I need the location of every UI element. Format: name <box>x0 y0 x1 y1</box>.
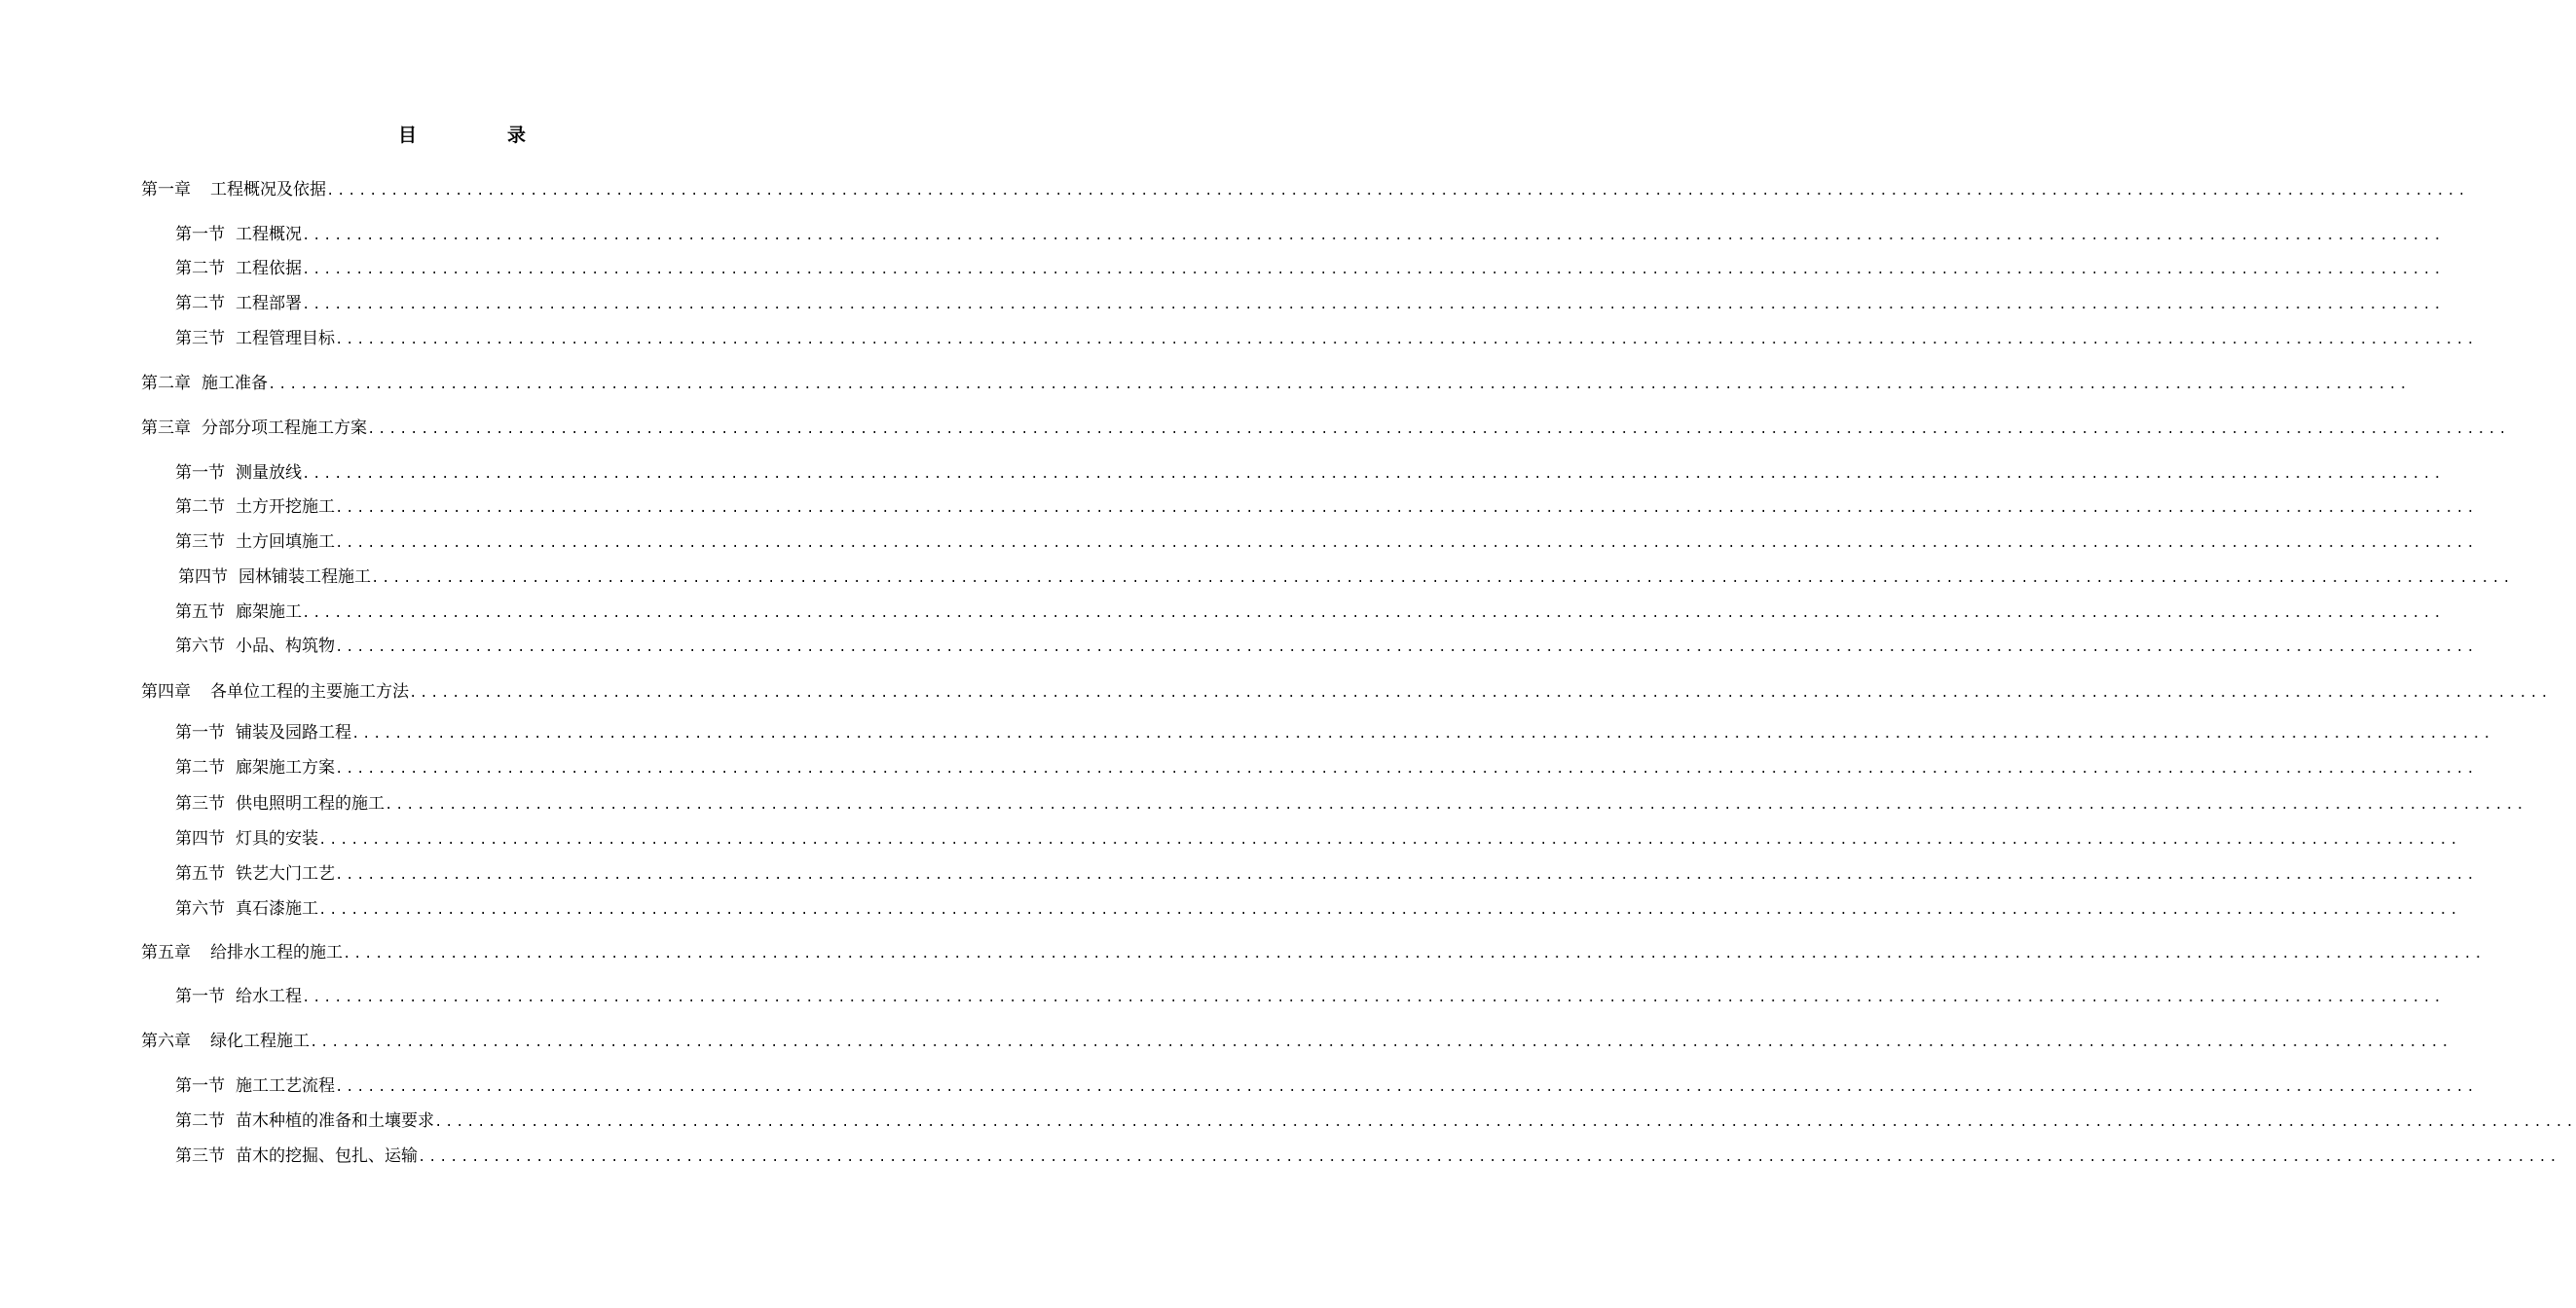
toc-chapter-entry[interactable] <box>141 178 2469 201</box>
toc-section-entry[interactable] <box>175 635 2478 658</box>
toc-entry-text: 施工工艺流程 <box>236 1076 335 1096</box>
toc-entry-number: 第六节 <box>175 636 225 656</box>
toc-dot-leader: ........................................................................................................................................................................................................ <box>418 1150 2560 1166</box>
toc-entry-text: 苗木的挖掘、包扎、运输 <box>236 1146 418 1166</box>
toc-entry-text: 铺装及园路工程 <box>236 723 351 743</box>
toc-dot-leader: ........................................................................................................................................................................................................ <box>335 762 2478 778</box>
toc-entry-number: 第三节 <box>175 794 225 814</box>
toc-entry-label <box>141 178 326 201</box>
toc-section-entry[interactable] <box>175 461 2445 485</box>
toc-entry-number: 第三节 <box>175 1146 225 1166</box>
toc-entry-text: 工程依据 <box>236 259 302 278</box>
toc-entry-text: 土方开挖施工 <box>236 497 335 517</box>
toc-entry-label <box>175 223 302 246</box>
toc-entry-text: 真石漆施工 <box>236 899 318 919</box>
toc-entry-number: 第四节 <box>178 567 228 587</box>
toc-section-entry[interactable] <box>175 495 2478 519</box>
toc-entry-number: 第三节 <box>175 329 225 348</box>
toc-entry-label <box>141 372 268 395</box>
toc-entry-label <box>175 1109 434 1133</box>
toc-entry-number: 第五节 <box>175 602 225 622</box>
toc-section-entry[interactable] <box>175 1074 2478 1098</box>
toc-dot-leader: ........................................................................................................................................................................................................ <box>302 263 2445 278</box>
toc-dot-leader: ........................................................................................................................................................................................................ <box>310 1036 2452 1051</box>
toc-dot-leader: ........................................................................................................................................................................................................ <box>343 947 2485 963</box>
toc-section-entry[interactable] <box>175 223 2445 246</box>
toc-entry-number: 第五章 <box>141 943 191 963</box>
toc-dot-leader: ........................................................................................................................................................................................................ <box>335 1080 2478 1096</box>
toc-entry-text: 工程概况及依据 <box>210 180 326 200</box>
toc-entry-label <box>175 827 318 851</box>
toc-entry-label <box>178 565 371 589</box>
toc-dot-leader: ........................................................................................................................................................................................................ <box>326 184 2469 200</box>
toc-dot-leader: ........................................................................................................................................................................................................ <box>434 1115 2576 1131</box>
toc-entry-text: 测量放线 <box>236 463 302 483</box>
toc-entry-number: 第六节 <box>175 899 225 919</box>
toc-entry-label <box>141 941 343 964</box>
toc-entry-label <box>175 635 335 658</box>
toc-entry-number: 第三章 <box>141 418 191 438</box>
toc-dot-leader: ........................................................................................................................................................................................................ <box>318 833 2461 849</box>
toc-entry-label <box>175 985 302 1008</box>
toc-entry-number: 第二节 <box>175 758 225 778</box>
toc-entry-number: 第二节 <box>175 1111 225 1131</box>
toc-entry-label <box>175 1144 418 1168</box>
toc-chapter-entry[interactable] <box>141 372 2410 395</box>
toc-dot-leader: ........................................................................................................................................................................................................ <box>335 333 2478 348</box>
toc-entry-label <box>175 756 335 780</box>
toc-entry-label <box>175 721 351 745</box>
toc-section-entry[interactable] <box>175 530 2478 554</box>
toc-entry-label <box>175 327 335 350</box>
toc-entry-number: 第一节 <box>175 723 225 743</box>
toc-entry-label <box>175 792 385 816</box>
toc-entry-number: 第一节 <box>175 1076 225 1096</box>
toc-entry-number: 第一节 <box>175 463 225 483</box>
toc-entry-label <box>175 530 335 554</box>
toc-dot-leader: ........................................................................................................................................................................................................ <box>302 991 2445 1006</box>
toc-entry-label <box>175 1074 335 1098</box>
toc-entry-text: 供电照明工程的施工 <box>236 794 385 814</box>
toc-dot-leader: ........................................................................................................................................................................................................ <box>318 903 2461 919</box>
toc-entry-text: 工程部署 <box>236 294 302 313</box>
toc-section-entry[interactable] <box>178 565 2514 589</box>
toc-entry-text: 施工准备 <box>202 374 268 393</box>
toc-dot-leader: ........................................................................................................................................................................................................ <box>302 298 2445 313</box>
toc-entry-text: 各单位工程的主要施工方法 <box>210 682 409 702</box>
toc-entry-number: 第一章 <box>141 180 191 200</box>
toc-dot-leader: ........................................................................................................................................................................................................ <box>335 868 2478 884</box>
toc-section-entry[interactable] <box>175 792 2527 816</box>
toc-entry-number: 第三节 <box>175 532 225 552</box>
toc-entry-number: 第二节 <box>175 259 225 278</box>
toc-chapter-entry[interactable] <box>141 1030 2452 1053</box>
toc-chapter-entry[interactable] <box>141 417 2510 440</box>
toc-title <box>0 123 925 148</box>
toc-entry-label <box>175 292 302 315</box>
toc-entry-text: 分部分项工程施工方案 <box>202 418 367 438</box>
toc-dot-leader: ........................................................................................................................................................................................................ <box>335 640 2478 656</box>
toc-entry-text: 苗木种植的准备和土壤要求 <box>236 1111 434 1131</box>
toc-section-entry[interactable] <box>175 1144 2560 1168</box>
toc-dot-leader: ........................................................................................................................................................................................................ <box>302 606 2445 622</box>
toc-chapter-entry[interactable] <box>141 941 2485 964</box>
toc-entry-label <box>175 600 302 624</box>
toc-entry-label <box>175 897 318 921</box>
toc-section-entry[interactable] <box>175 327 2478 350</box>
toc-entry-label <box>141 680 409 704</box>
toc-dot-leader: ........................................................................................................................................................................................................ <box>268 378 2410 393</box>
toc-chapter-entry[interactable] <box>141 680 2552 704</box>
toc-title-part1: 目 <box>398 125 418 146</box>
toc-section-entry[interactable] <box>175 862 2478 886</box>
toc-entry-label <box>141 417 367 440</box>
toc-entry-label <box>141 1030 310 1053</box>
toc-section-entry[interactable] <box>175 897 2461 921</box>
toc-entry-label <box>175 862 335 886</box>
toc-section-entry[interactable] <box>175 257 2445 280</box>
toc-section-entry[interactable] <box>175 600 2445 624</box>
toc-entry-number: 第二节 <box>175 497 225 517</box>
toc-entry-text: 灯具的安装 <box>236 829 318 849</box>
toc-dot-leader: ........................................................................................................................................................................................................ <box>409 686 2552 702</box>
toc-title-part2: 录 <box>507 125 527 146</box>
toc-entry-number: 第二章 <box>141 374 191 393</box>
toc-section-entry[interactable] <box>175 985 2445 1008</box>
toc-section-entry[interactable] <box>175 721 2494 745</box>
toc-section-entry[interactable] <box>175 756 2478 780</box>
toc-entry-text: 廊架施工 <box>236 602 302 622</box>
toc-entry-text: 廊架施工方案 <box>236 758 335 778</box>
toc-dot-leader: ........................................................................................................................................................................................................ <box>367 422 2510 438</box>
toc-entry-label <box>175 461 302 485</box>
toc-dot-leader: ........................................................................................................................................................................................................ <box>335 501 2478 517</box>
toc-entry-text: 铁艺大门工艺 <box>236 864 335 884</box>
toc-section-entry[interactable] <box>175 292 2445 315</box>
toc-dot-leader: ........................................................................................................................................................................................................ <box>335 536 2478 552</box>
toc-dot-leader: ........................................................................................................................................................................................................ <box>302 229 2445 244</box>
toc-entry-text: 小品、构筑物 <box>236 636 335 656</box>
toc-entry-text: 给水工程 <box>236 987 302 1006</box>
toc-entry-number: 第四节 <box>175 829 225 849</box>
toc-entry-number: 第二节 <box>175 294 225 313</box>
toc-dot-leader: ........................................................................................................................................................................................................ <box>351 727 2494 743</box>
toc-entry-text: 工程概况 <box>236 225 302 244</box>
toc-entry-number: 第五节 <box>175 864 225 884</box>
toc-entry-number: 第一节 <box>175 225 225 244</box>
toc-section-entry[interactable] <box>175 827 2461 851</box>
toc-entry-text: 土方回填施工 <box>236 532 335 552</box>
toc-entry-text: 工程管理目标 <box>236 329 335 348</box>
toc-entry-text: 给排水工程的施工 <box>210 943 343 963</box>
toc-entry-text: 绿化工程施工 <box>210 1032 310 1051</box>
toc-entry-number: 第六章 <box>141 1032 191 1051</box>
toc-entry-number: 第四章 <box>141 682 191 702</box>
toc-section-entry[interactable] <box>175 1109 2576 1133</box>
toc-entry-text: 园林铺装工程施工 <box>239 567 371 587</box>
toc-dot-leader: ........................................................................................................................................................................................................ <box>371 571 2514 587</box>
toc-dot-leader: ........................................................................................................................................................................................................ <box>385 798 2527 814</box>
toc-entry-label <box>175 495 335 519</box>
toc-entry-number: 第一节 <box>175 987 225 1006</box>
toc-entry-label <box>175 257 302 280</box>
toc-dot-leader: ........................................................................................................................................................................................................ <box>302 467 2445 483</box>
